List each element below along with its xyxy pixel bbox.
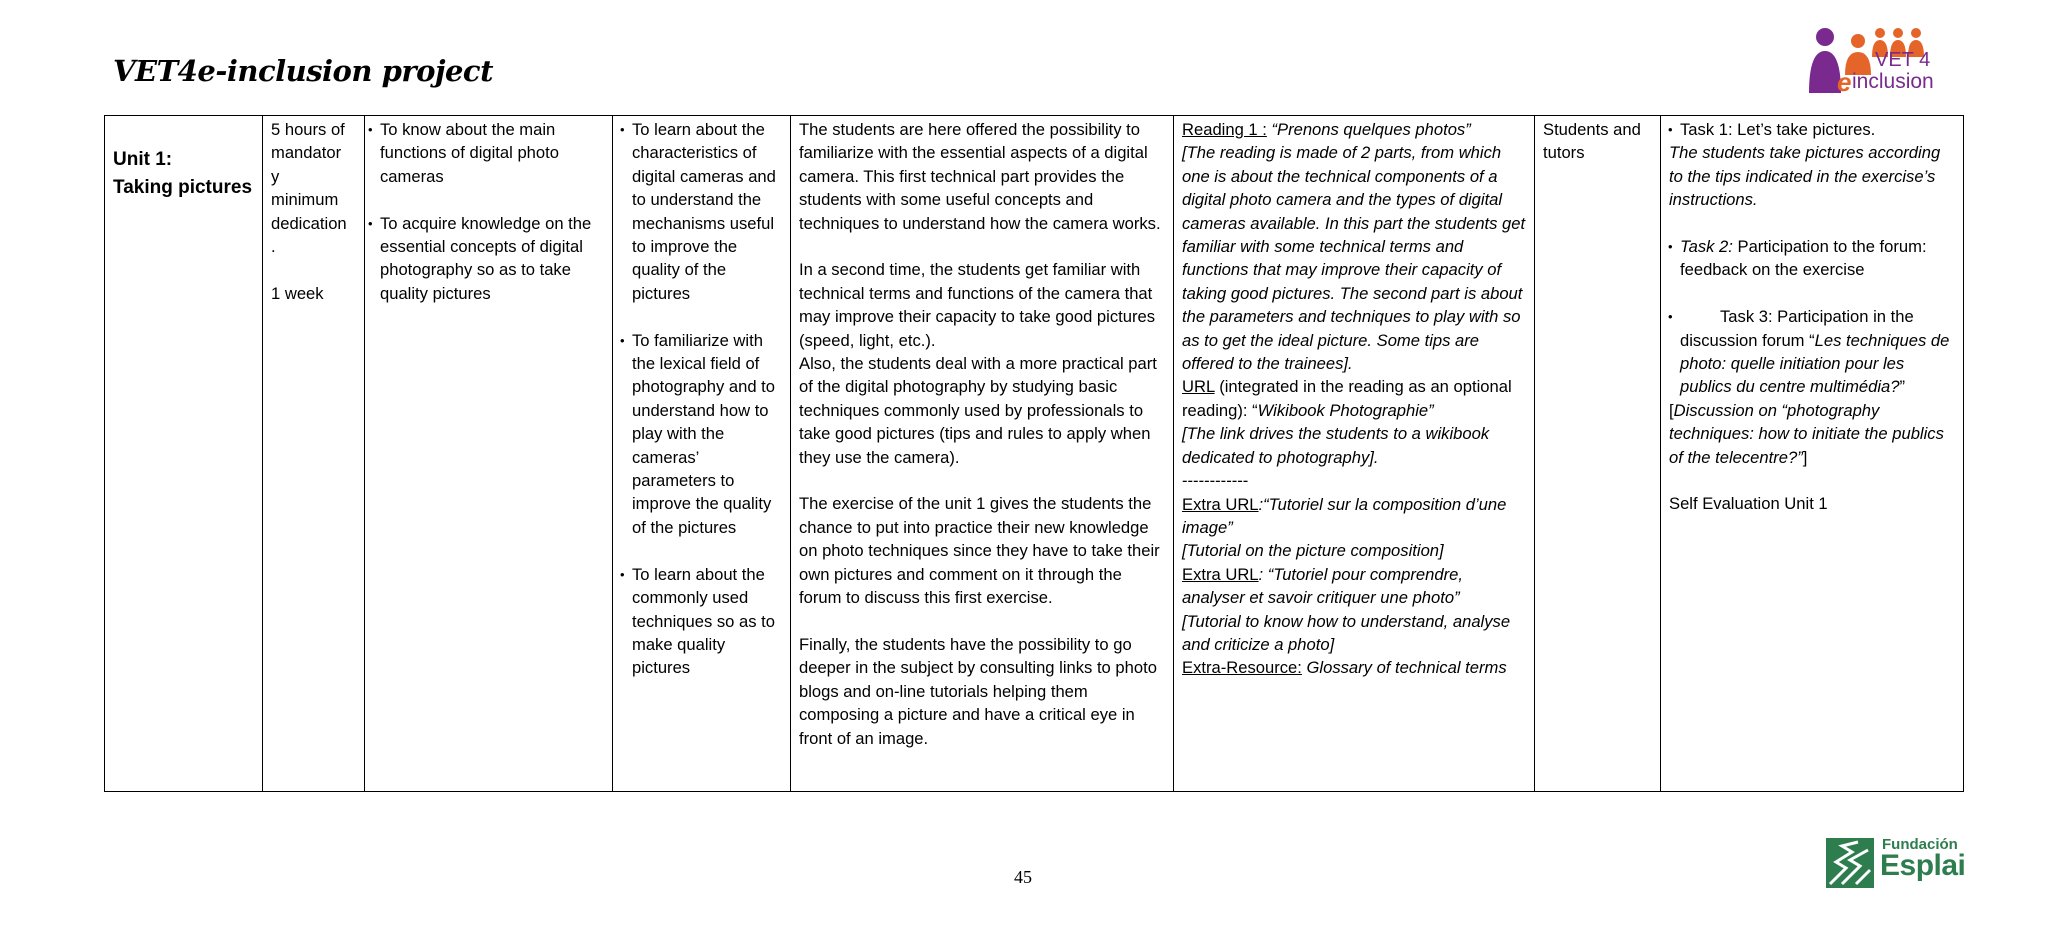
list-item: • To learn about the commonly used techniques so as to make quality pictures xyxy=(621,563,782,680)
extra-url-link-2[interactable]: Extra URL xyxy=(1182,564,1259,584)
page-number: 45 xyxy=(1014,867,1032,887)
participants-cell: Students and tutors xyxy=(1535,116,1661,792)
logo-text-vet4: VET 4 xyxy=(1875,49,1931,71)
activities-cell: • Task 1: Let’s take pictures. The students take pictures according to the tips indicated in the exercise’s instructions. • Task 2: Participation to the forum: feedback on the exercise • Task 3: Participation in the discussion forum “Les techniques de photo: quelle initiation pour les publics du centre multimédia?” [Discussion on “photography techniques: how to initiate the publics of the telecentre?”] Self Evaluation Unit 1 xyxy=(1661,116,1964,792)
list-item: • To familiarize with the lexical field of photography and to understand how to play with the cameras’ parameters to improve the quality of the pictures xyxy=(621,329,782,540)
esplai-mark-icon xyxy=(1826,838,1874,888)
extra-resource-link[interactable]: Extra-Resource: xyxy=(1182,658,1302,678)
list-item: • Task 1: Let’s take pictures. xyxy=(1669,118,1955,141)
logo-text-e: e xyxy=(1837,67,1852,97)
list-item: • To know about the main functions of digital photo cameras xyxy=(369,118,604,188)
unit-title: Unit 1: Taking pictures xyxy=(113,149,253,198)
logo-text-inclusion: inclusion xyxy=(1852,70,1934,93)
objectives-cell xyxy=(365,116,613,792)
reading-link[interactable]: Reading 1 : xyxy=(1182,120,1267,139)
url-link[interactable]: URL xyxy=(1182,377,1215,397)
list-item: • To acquire knowledge on the essential concepts of digital photography so as to take quality pictures xyxy=(369,212,604,306)
list-item: • Task 3: Participation in the discussion forum “Les techniques de photo: quelle initiation pour les publics du centre multimédia?” xyxy=(1669,305,1955,399)
list-item: • To learn about the characteristics of digital cameras and to understand the mechanisms useful to improve the quality of the pictures xyxy=(621,118,782,305)
duration-cell: 5 hours of mandator y minimum dedication . 1 week xyxy=(263,116,365,792)
unit-table xyxy=(104,115,1964,792)
extra-url-link-1[interactable]: Extra URL xyxy=(1182,494,1259,514)
resources-cell: Reading 1 : “Prenons quelques photos” [The reading is made of 2 parts, from which one is about the technical components of a digital photo camera and the types of digital cameras available. In this part the students get familiar with some technical terms and functions that may improve their capacity of taking good pictures. The second part is about the parameters and techniques to play with so as to get the ideal picture. Some tips are offered to the trainees]. URL (integrated in the reading as an optional reading): “Wikibook Photographie” [The link drives the students to a wikibook dedicated to photography]. ------------ Extra URL:“Tutoriel sur la composition d’une image” [Tutorial on the picture composition] Extra URL: “Tutoriel pour comprendre, analyser et savoir critiquer une photo” [Tutorial to know how to understand, analyse and criticize a photo] Extra-Resource: Glossary of technical terms xyxy=(1174,116,1535,792)
list-item: • Task 2: Participation to the forum: feedback on the exercise xyxy=(1669,235,1955,282)
document-title: VET4e-inclusion project xyxy=(113,54,493,88)
learning-outcomes-cell xyxy=(613,116,791,792)
esplai-label: Esplai xyxy=(1880,849,1966,882)
description-cell: The students are here offered the possibility to familiarize with the essential aspects of a digital camera. This first technical part provides the students with some useful concepts and techniques to understand how the camera works. In a second time, the students get familiar with technical terms and functions of the camera that may improve their capacity to take good pictures (speed, light, etc.). Also, the students deal with a more practical part of the digital photography by studying basic techniques commonly used by professionals to take good pictures (tips and rules to apply when they use the camera). The exercise of the unit 1 gives the students the chance to put into practice their new knowledge on photo techniques since they have to take their own pictures and comment on it through the forum to discuss this first exercise. Finally, the students have the possibility to go deeper in the subject by consulting links to photo blogs and on-line tutorials helping them composing a picture and have a critical eye in front of an image. xyxy=(791,116,1174,792)
table-row xyxy=(105,116,1964,792)
unit-title-cell xyxy=(105,116,263,792)
vet4-einclusion-logo xyxy=(1795,25,1945,95)
foundation-label: Fundación xyxy=(1882,836,1958,853)
separator: ------------ xyxy=(1182,471,1249,491)
